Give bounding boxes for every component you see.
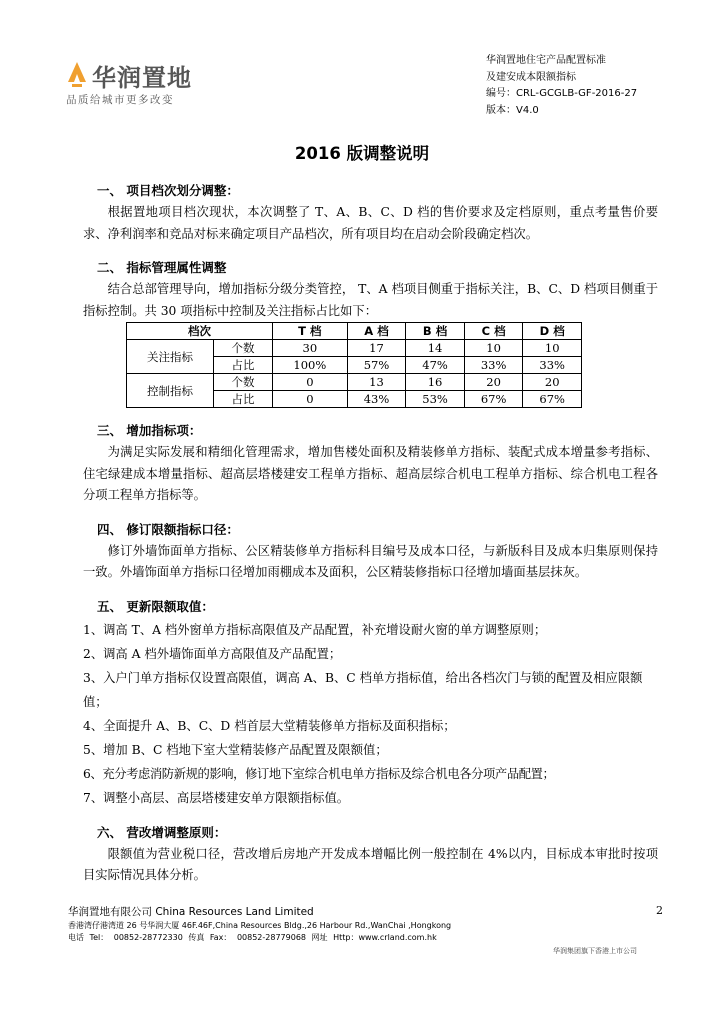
section-6-heading: 六、 营改增调整原则： [97, 824, 227, 840]
doc-title-line-2: 及建安成本限额指标 [486, 71, 576, 83]
table-row-label: 占比 [214, 357, 273, 374]
list-item: 3、入户门单方指标仅设置高限值，调高 A、B、C 档单方指标值，给出各档次门与锁的配置及相应限额值； [83, 670, 643, 709]
table-cell: 53% [406, 391, 465, 408]
list-item: 7、调整小高层、高层塔楼建安单方限额指标值。 [83, 790, 350, 805]
section-1-heading: 一、 项目档次划分调整： [97, 183, 239, 198]
table-header-cell: 档次 [127, 323, 273, 340]
list-item: 4、全面提升 A、B、C、D 档首层大堂精装修单方指标及面积指标； [83, 718, 456, 733]
table-cell: 0 [273, 374, 348, 391]
table-cell: 10 [523, 340, 582, 357]
footer-note: 华润集团旗下香港上市公司 [553, 947, 637, 955]
doc-number: 编号：CRL-GCGLB-GF-2016-27 [486, 88, 638, 99]
table-cell: 0 [273, 391, 348, 408]
table-group-label: 控制指标 [127, 374, 214, 408]
section-4-text: 修订外墙饰面单方指标、公区精装修单方指标科目编号及成本口径，与新版科目及成本归集原则保持一致。外墙饰面单方指标口径增加雨棚成本及面积，公区精装修指标口径增加墙面基层抹灰。 [83, 543, 658, 579]
table-header-cell: T 档 [273, 323, 348, 340]
table-group-label: 关注指标 [127, 340, 214, 374]
section-2-heading: 二、 指标管理属性调整 [97, 260, 227, 275]
indicator-ratio-table [126, 322, 582, 408]
section-6-text: 限额值为营业税口径，营改增后房地产开发成本增幅比例一般控制在 4%以内，目标成本审批时按项目实际情况具体分析。 [83, 846, 658, 882]
table-header-cell: B 档 [406, 323, 465, 340]
list-item: 5、增加 B、C 档地下室大堂精装修产品配置及限额值； [83, 742, 388, 757]
document-body [83, 180, 658, 887]
slogan: 品质给城市更多改变 [66, 94, 174, 106]
table-cell: 33% [523, 357, 582, 374]
table-cell: 47% [406, 357, 465, 374]
table-header-cell: C 档 [464, 323, 523, 340]
table-cell: 30 [273, 340, 348, 357]
list-item: 6、充分考虑消防新规的影响，修订地下室综合机电单方指标及综合机电各分项产品配置； [83, 766, 555, 781]
logo-text: 华润置地 [92, 64, 192, 92]
section-4-heading: 四、 修订限额指标口径： [97, 521, 239, 537]
table-row-label: 个数 [214, 374, 273, 391]
table-cell: 43% [347, 391, 406, 408]
table-row [127, 340, 582, 357]
table-cell: 67% [523, 391, 582, 408]
table-cell: 17 [347, 340, 406, 357]
footer-contact: 电话 Tel： 00852-28772330 传真 Fax： 00852-28779068 网址 Http：www.crland.com.hk [68, 933, 437, 942]
table-row-label: 个数 [214, 340, 273, 357]
table-cell: 100% [273, 357, 348, 374]
footer-address: 香港湾仔港湾道 26 号华润大厦 46F.46F,China Resources Bldg.,26 Harbour Rd.,WanChai ,Hongkong [68, 921, 452, 930]
table-cell: 13 [347, 374, 406, 391]
table-cell: 33% [464, 357, 523, 374]
table-header-cell: D 档 [523, 323, 582, 340]
table-cell: 16 [406, 374, 465, 391]
section-5-heading: 五、 更新限额取值： [97, 598, 214, 614]
doc-title-line-1: 华润置地住宅产品配置标准 [486, 55, 606, 66]
table-cell: 20 [464, 374, 523, 391]
section-3-heading: 三、 增加指标项： [97, 423, 202, 438]
section-3-text: 为满足实际发展和精细化管理需求，增加售楼处面积及精装修单方指标、装配式成本增量参考指标、住宅绿建成本增量指标、超高层塔楼建安工程单方指标、超高层综合机电工程单方指标、综合机电工程各分项工程单方指标等。 [83, 445, 658, 502]
table-row-label: 占比 [214, 391, 273, 408]
table-cell: 67% [464, 391, 523, 408]
table-cell: 57% [347, 357, 406, 374]
section-2-text: 结合总部管理导向，增加指标分级分类管控， T、A 档项目侧重于指标关注，B、C、D 档项目侧重于指标控制。共 30 项指标中控制及关注指标占比如下： [83, 282, 658, 318]
list-item: 1、调高 T、A 档外窗单方指标高限值及产品配置，补充增设耐火窗的单方调整原则； [83, 622, 547, 637]
section-1-text: 根据置地项目档次现状，本次调整了 T、A、B、C、D 档的售价要求及定档原则，重点考量售价要求、净利润率和竞品对标来确定项目产品档次，所有项目均在启动会阶段确定档次。 [83, 205, 658, 241]
table-cell: 20 [523, 374, 582, 391]
table-header-row [127, 323, 582, 340]
table-cell: 14 [406, 340, 465, 357]
page-title: 2016 版调整说明 [294, 144, 430, 163]
list-item: 2、调高 A 档外墙饰面单方高限值及产品配置； [83, 646, 342, 661]
table-header-cell: A 档 [347, 323, 406, 340]
doc-version: 版本：V4.0 [486, 104, 539, 116]
footer-company: 华润置地有限公司 China Resources Land Limited [68, 906, 314, 918]
table-row [127, 374, 582, 391]
document-info [486, 53, 637, 119]
page-number: 2 [656, 904, 663, 917]
logo-icon [66, 60, 88, 88]
table-cell: 10 [464, 340, 523, 357]
